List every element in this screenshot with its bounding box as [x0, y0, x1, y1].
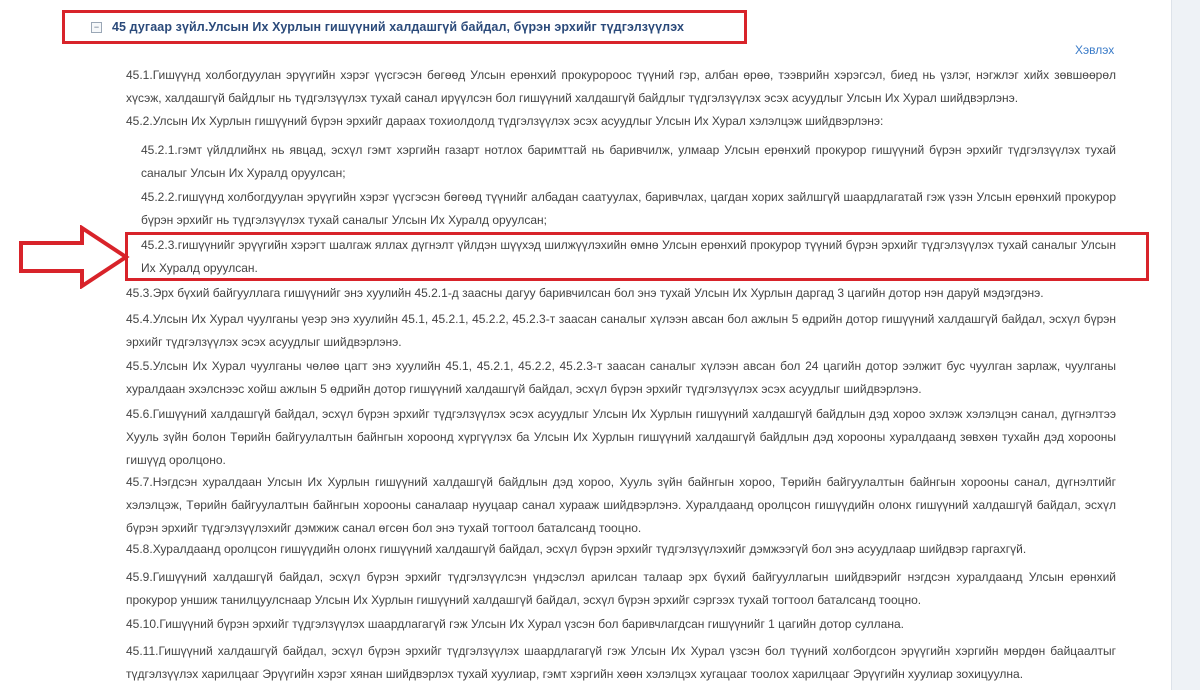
- print-link[interactable]: Хэвлэх: [1075, 43, 1115, 57]
- clause-45-9: 45.9.Гишүүний халдашгүй байдал, эсхүл бүрэн эрхийг түдгэлзүүлсэн үндэслэл арилсан талаар эрх бүхий байгууллагын шийдвэрийг нэгдсэн хуралдаанд Улсын ерөнхий прокурор уншиж танилцуулснаар Улсын Их Хурлын гишүүний халдашгүй байдал, эсхүл бүрэн эрхийг сэргээх тухай тогтоол баталсанд тооцно.: [126, 570, 1116, 607]
- collapse-toggle-icon[interactable]: −: [91, 22, 102, 33]
- clause-45-2-2: 45.2.2.гишүүнд холбогдуулан эрүүгийн хэрэг үүсгэсэн бөгөөд түүнийг албадан саатуулах, баривчлах, цагдан хорих зайлшгүй шаардлагатай гэж үзэн Улсын ерөнхий прокурор бүрэн эрхийг нь түдгэлзүүлэх тухай саналыг Улсын Их Хуралд оруулсан;: [141, 190, 1116, 227]
- article-header-highlight: [62, 10, 747, 44]
- clause-45-2-1: 45.2.1.гэмт үйлдлийнх нь явцад, эсхүл гэмт хэргийн газарт нотлох баримттай нь баривчилж, улмаар Улсын ерөнхий прокурор гишүүний бүрэн эрхийг түдгэлзүүлэх тухай саналыг Улсын Их Хуралд оруулсан;: [141, 143, 1116, 180]
- clause-45-4: 45.4.Улсын Их Хурал чуулганы үеэр энэ хуулийн 45.1, 45.2.1, 45.2.2, 45.2.3-т заасан саналыг хүлээн авсан бол ажлын 5 өдрийн дотор гишүүний халдашгүй байдал, эсхүл бүрэн эрхийг түдгэлзүүлэх эсэх асуудлыг шийдвэрлэнэ.: [126, 312, 1116, 349]
- clause-45-7: 45.7.Нэгдсэн хуралдаан Улсын Их Хурлын гишүүний халдашгүй байдлын дэд хороо, Хууль зүйн байнгын хороо, Төрийн байгуулалтын байнгын хорооны санал, дүгнэлтийг хэлэлцэж, Төрийн байгуулалтын байнгын хорооны саналаар нууцаар санал хурааж шийдвэрлэнэ. Хуралдаанд оролцсон гишүүдийн олонх гишүүний халдашгүй байдал, эсхүл бүрэн эрхийг түдгэлзүүлэхийг дэмжиж санал өгсөн бол энэ тухай тогтоол баталсанд тооцно.: [126, 475, 1116, 535]
- clause-45-8: 45.8.Хуралдаанд оролцсон гишүүдийн олонх гишүүний халдашгүй байдал, эсхүл бүрэн эрхийг түдгэлзүүлэхийг дэмжээгүй бол энэ асуудлаар шийдвэр гаргахгүй.: [126, 542, 1027, 556]
- clause-45-3: 45.3.Эрх бүхий байгууллага гишүүнийг энэ хуулийн 45.2.1-д заасны дагуу баривчилсан бол энэ тухай Улсын Их Хурлын даргад 3 цагийн дотор нэн даруй мэдэгдэнэ.: [126, 286, 1044, 300]
- clause-45-2-3: 45.2.3.гишүүнийг эрүүгийн хэрэгт шалгаж яллах дүгнэлт үйлдэн шүүхэд шилжүүлэхийн өмнө Улсын ерөнхий прокурор түүний бүрэн эрхийг түдгэлзүүлэх тухай саналыг Улсын Их Хуралд оруулсан.: [141, 238, 1116, 275]
- clause-45-11: 45.11.Гишүүний халдашгүй байдал, эсхүл бүрэн эрхийг түдгэлзүүлэх шаардлагагүй гэж Улсын Их Хурал үзсэн бол түүний холбогдсон эрүүгийн хэргийн мөрдөн байцаалтыг түдгэлзүүлэх харилцааг Эрүүгийн хэрэг хянан шийдвэрлэх тухай хуулиар, гэмт хэргийн хөөн хэлэлцэх хугацааг тоолох харилцааг Эрүүгийн хуулиар зохицуулна.: [126, 644, 1116, 681]
- right-scroll-gutter: [1171, 0, 1200, 690]
- clause-45-2: 45.2.Улсын Их Хурлын гишүүний бүрэн эрхийг дараах тохиолдолд түдгэлзүүлэх эсэх асуудлыг Улсын Их Хурал хэлэлцэж шийдвэрлэнэ:: [126, 114, 884, 128]
- article-title: 45 дугаар зүйл.Улсын Их Хурлын гишүүний халдашгүй байдал, бүрэн эрхийг түдгэлзүүлэх: [112, 20, 685, 34]
- clause-45-6: 45.6.Гишүүний халдашгүй байдал, эсхүл бүрэн эрхийг түдгэлзүүлэх эсэх асуудлыг Улсын Их Хурлын гишүүний халдашгүй байдлын дэд хороо эхлэж хэлэлцэн санал, дүгнэлтээ Хууль зүйн болон Төрийн байгуулалтын байнгын хороонд хүргүүлэх ба Улсын Их Хурлын гишүүний халдашгүй байдлын дэд хорооны хуралдаанд зөвхөн тухайн дэд хорооны гишүүд оролцоно.: [126, 407, 1116, 467]
- clause-45-1: 45.1.Гишүүнд холбогдуулан эрүүгийн хэрэг үүсгэсэн бөгөөд Улсын ерөнхий прокуророос түүний гэр, албан өрөө, тээврийн хэрэгсэл, биед нь үзлэг, нэгжлэг хийх зөвшөөрөл хүсэж, халдашгүй байдлыг нь түдгэлзүүлэх тухай санал ирүүлсэн бол гишүүний халдашгүй байдлыг түдгэлзүүлэх эсэх асуудлыг Улсын Их Хурал шийдвэрлэнэ.: [126, 68, 1116, 105]
- clause-45-10: 45.10.Гишүүний бүрэн эрхийг түдгэлзүүлэх шаардлагагүй гэж Улсын Их Хурал үзсэн бол баривчлагдсан гишүүнийг 1 цагийн дотор суллана.: [126, 617, 904, 631]
- clause-45-5: 45.5.Улсын Их Хурал чуулганы чөлөө цагт энэ хуулийн 45.1, 45.2.1, 45.2.2, 45.2.3-т заасан саналыг хүлээн авсан бол 24 цагийн дотор ээлжит бус чуулган зарлаж, чуулганы хуралдаан эхэлснээс хойш ажлын 5 өдрийн дотор гишүүний халдашгүй байдал, эсхүл бүрэн эрхийг түдгэлзүүлэх эсэх асуудлыг шийдвэрлэнэ.: [126, 359, 1116, 396]
- right-arrow-icon: [18, 225, 130, 289]
